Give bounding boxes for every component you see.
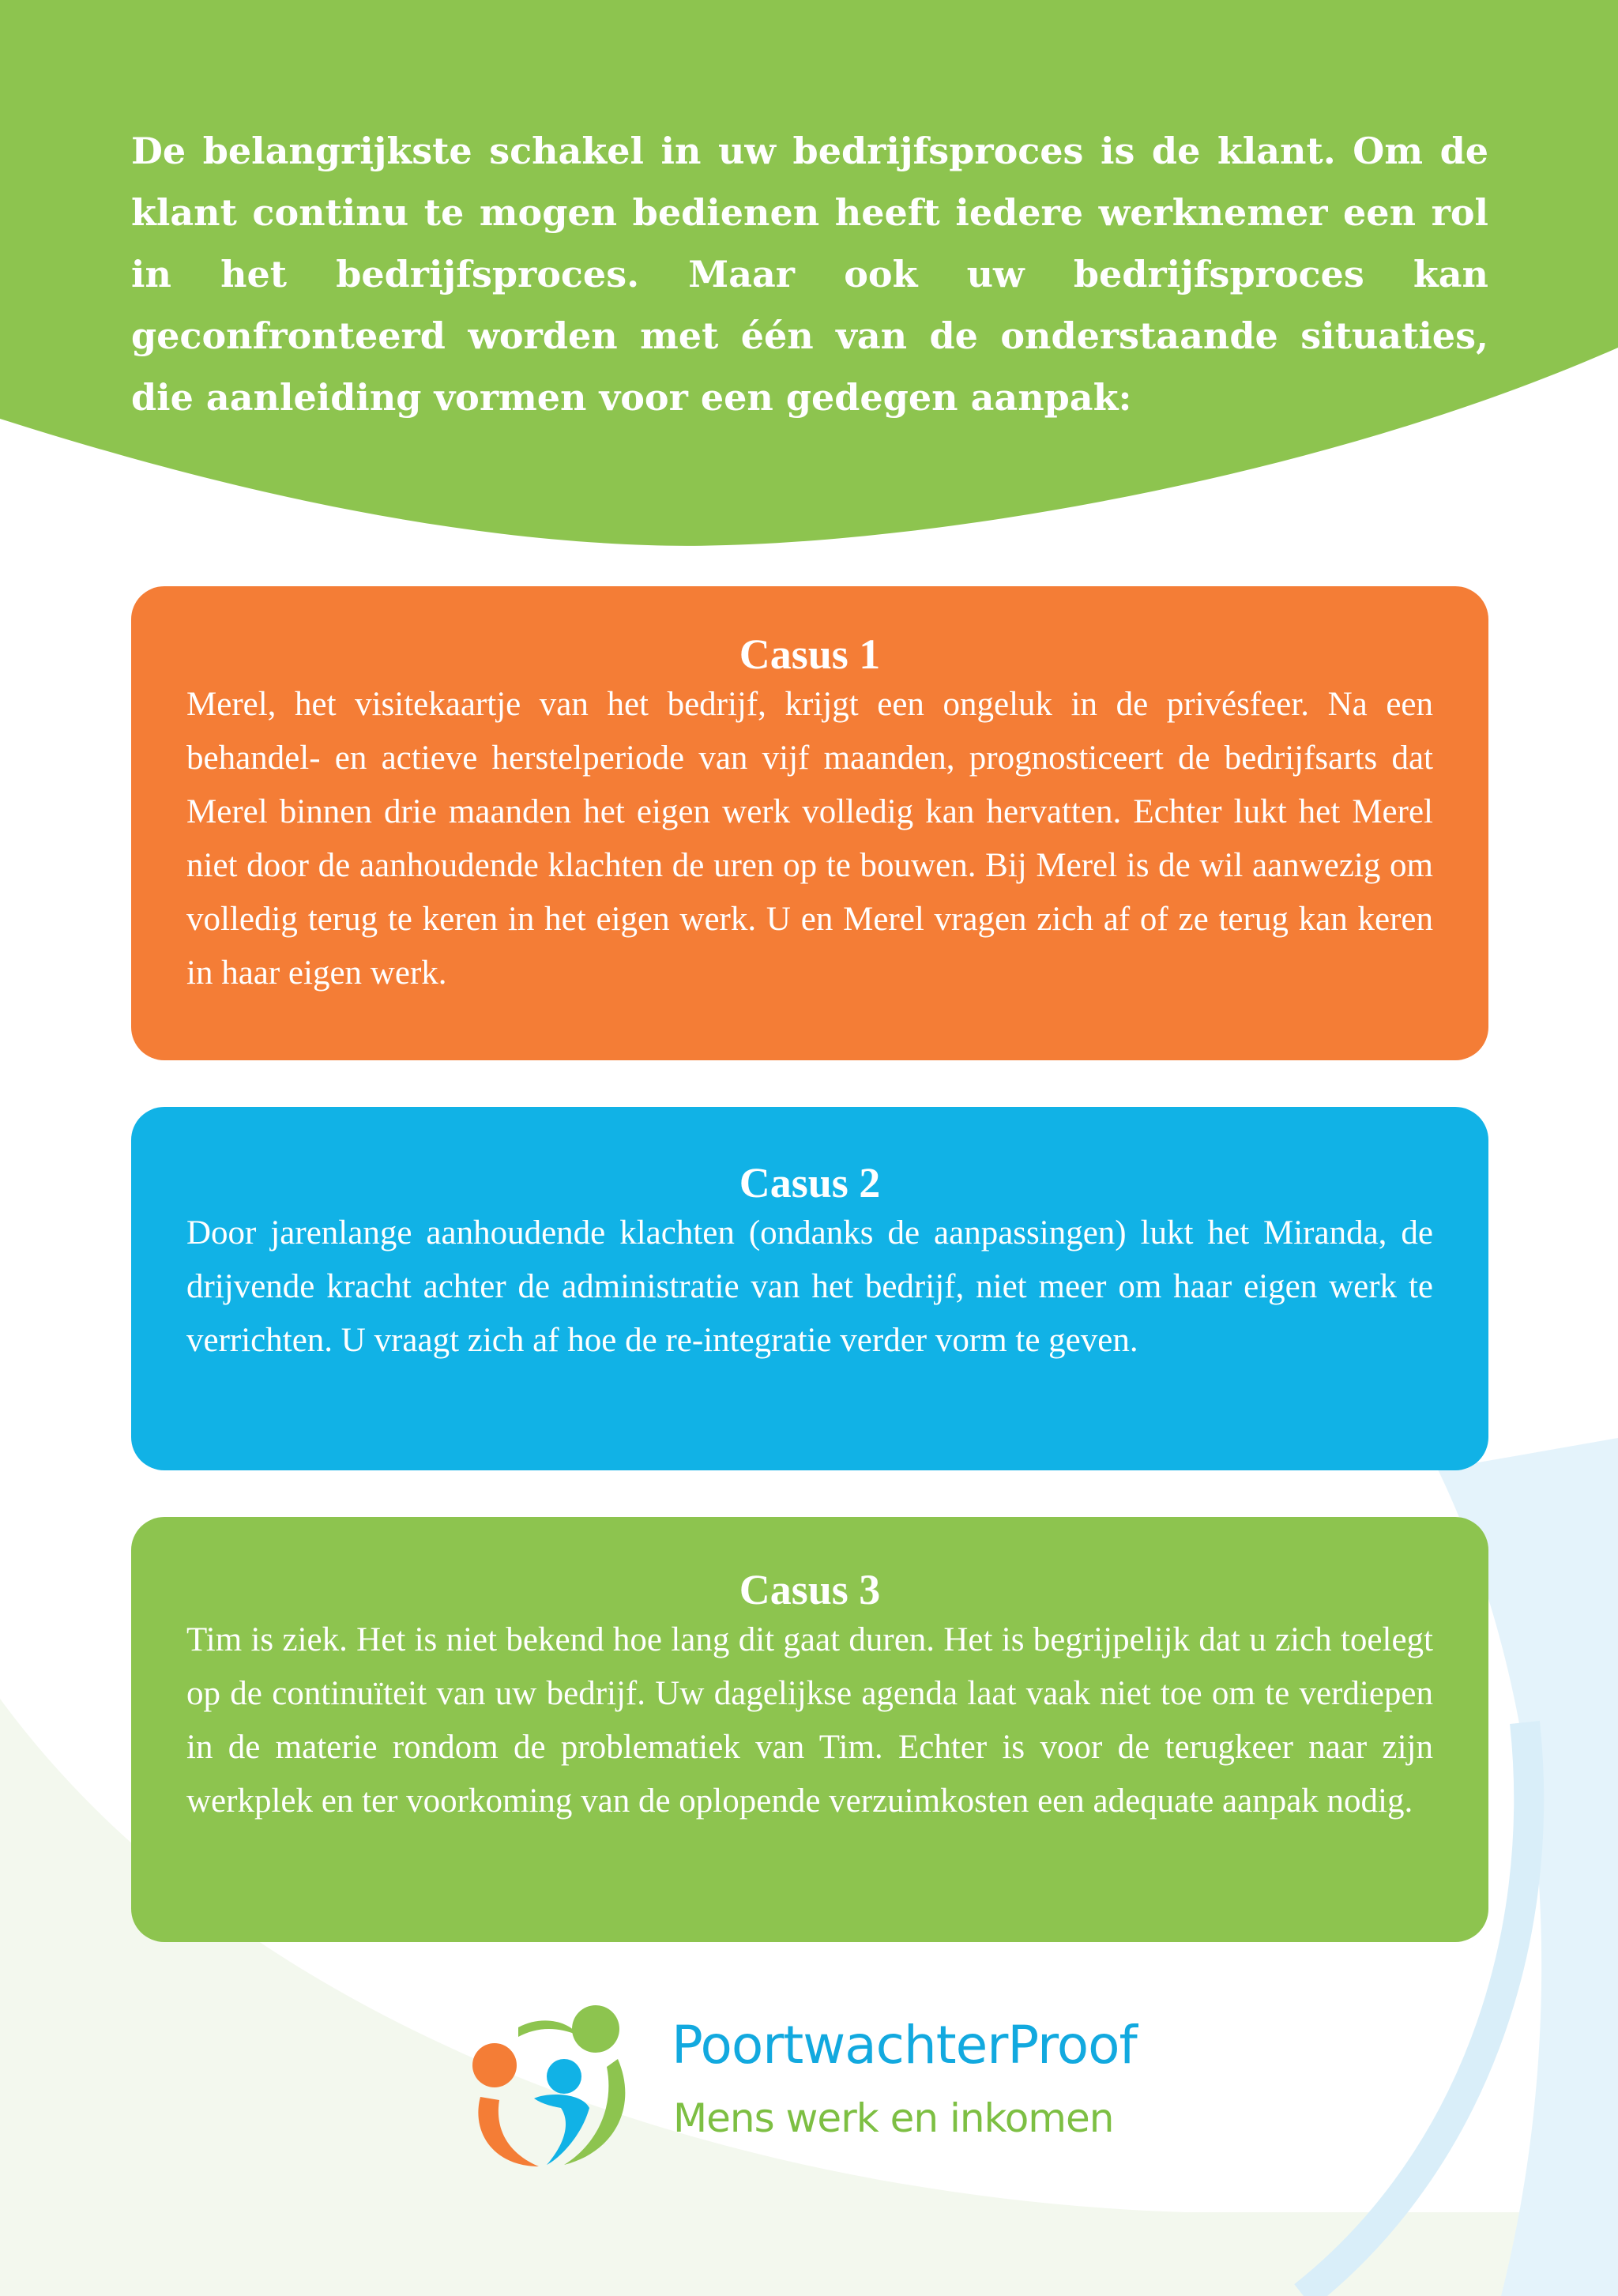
casus-3-card [131, 1517, 1488, 1942]
casus-2-text: Door jarenlange aanhoudende klachten (ondanks de aanpassingen) lukt het Miranda, de drijvende kracht achter de administratie van het bedrijf, niet meer om haar eigen werk te verrichten. U vraagt zich af hoe de re-integratie verder vorm te geven. [186, 1214, 1433, 1359]
intro-text: De belangrijkste schakel in uw bedrijfsproces is de klant. Om de klant continu te mogen bedienen heeft iedere werknemer een rol in het bedrijfsproces. Maar ook uw bedrijfsproces kan geconfronteerd worden met één van de onderstaande situaties, die aanleiding vormen voor een gedegen aanpak: [131, 130, 1488, 419]
casus-2-card [131, 1107, 1488, 1470]
casus-1-title: Casus 1 [739, 630, 881, 678]
logo-icon [471, 2004, 637, 2170]
casus-2-title: Casus 2 [739, 1159, 881, 1206]
casus-3-text: Tim is ziek. Het is niet bekend hoe lang dit gaat duren. Het is begrijpelijk dat u zich toelegt op de continuïteit van uw bedrijf. Uw dagelijkse agenda laat vaak niet toe om te verdiepen in de materie rondom de problematiek van Tim. Echter is voor de terugkeer naar zijn werkplek en ter voorkoming van de oplopende verzuimkosten een adequate aanpak nodig. [186, 1621, 1433, 1820]
casus-1-text: Merel, het visitekaartje van het bedrijf, krijgt een ongeluk in de privésfeer. Na een behandel- en actieve herstelperiode van vijf maanden, prognosticeert de bedrijfsarts dat Merel binnen drie maanden het eigen werk volledig kan hervatten. Echter lukt het Merel niet door de aanhoudende klachten de uren op te bouwen. Bij Merel is de wil aanwezig om volledig terug te keren in het eigen werk. U en Merel vragen zich af of ze terug kan keren in haar eigen werk. [186, 686, 1433, 992]
casus-1-card [131, 586, 1488, 1060]
brand-tagline: Mens werk en inkomen [673, 2095, 1114, 2141]
casus-3-title: Casus 3 [739, 1566, 881, 1613]
brand-name: PoortwachterProof [672, 2015, 1137, 2076]
